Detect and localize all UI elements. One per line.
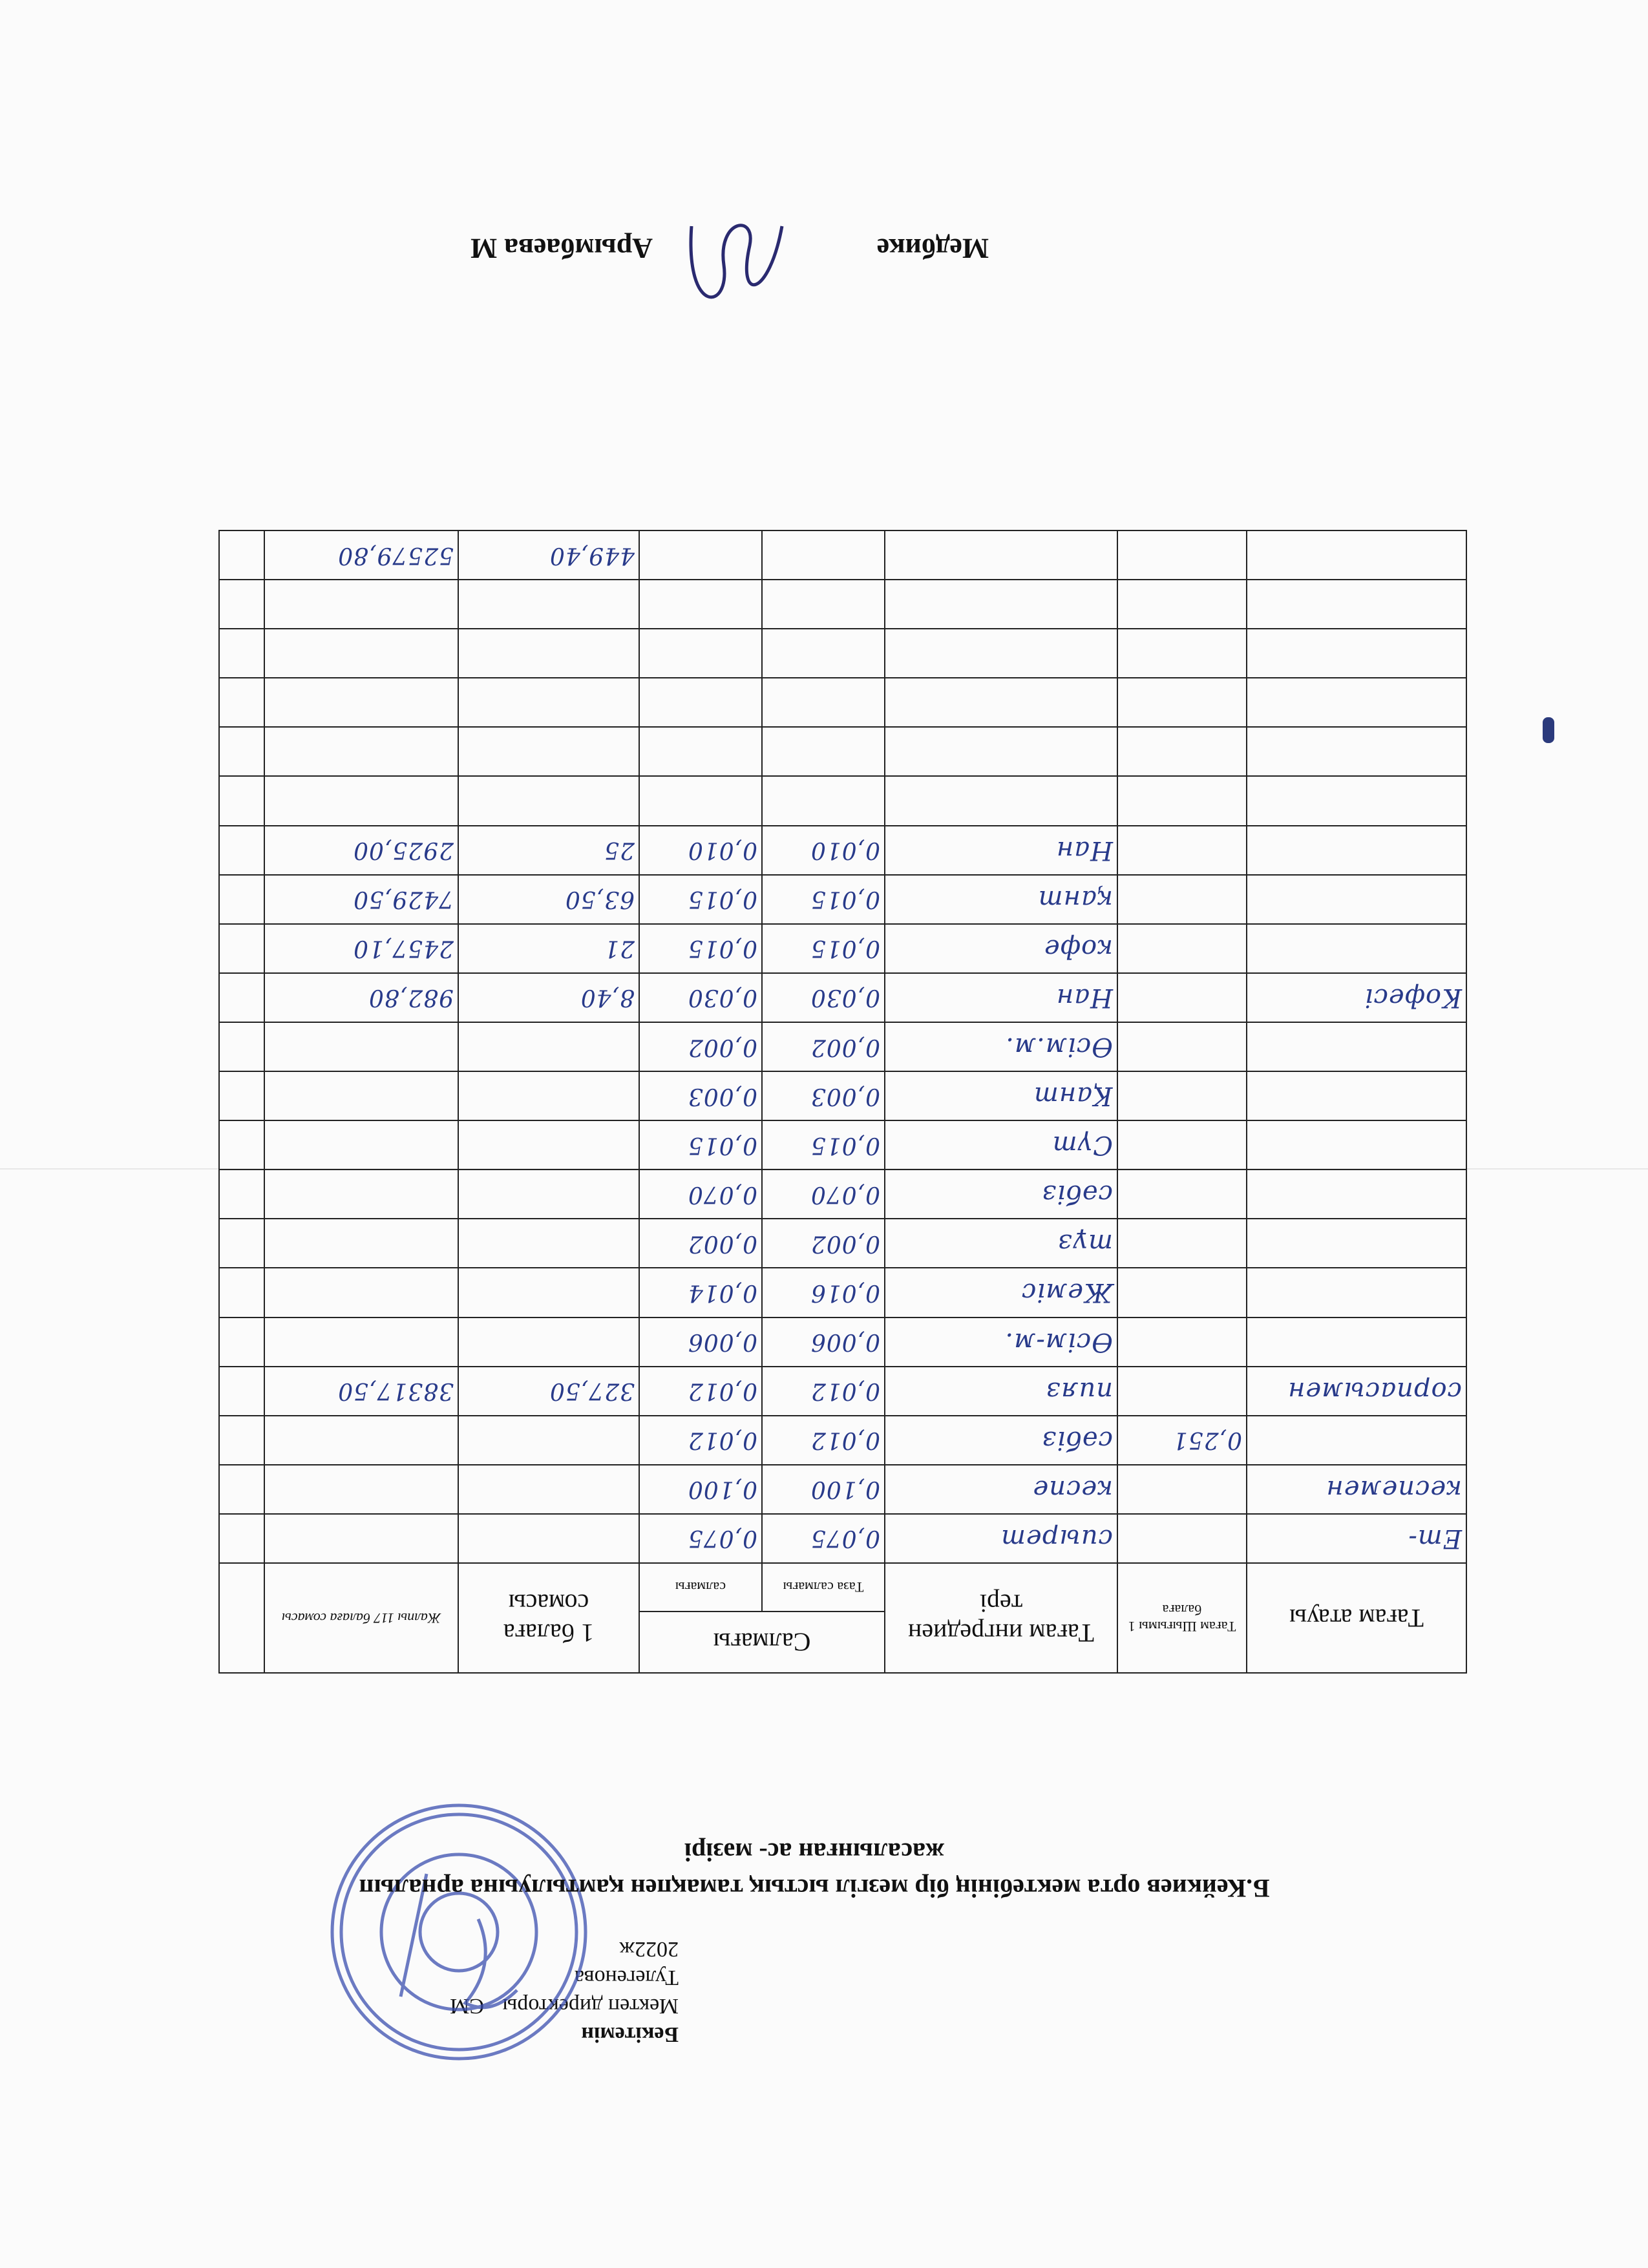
cell-dish bbox=[1247, 530, 1466, 580]
cell-ingredient: сиырет bbox=[885, 1514, 1117, 1563]
cell-gross: 0,010 bbox=[762, 826, 885, 875]
cell-total bbox=[264, 1318, 458, 1367]
cell-spare bbox=[219, 1318, 264, 1367]
cell-gross bbox=[762, 678, 885, 727]
cell-spare bbox=[219, 1170, 264, 1219]
cell-net: 0,002 bbox=[639, 1022, 762, 1071]
cell-total: 38317,50 bbox=[264, 1367, 458, 1416]
approval-date: 2022ж bbox=[619, 1937, 679, 1961]
header-total: Жалпы 117 балаға сомасы bbox=[264, 1563, 458, 1673]
header-price-one: 1 балаға сомасы bbox=[458, 1563, 639, 1673]
cell-gross: 0,015 bbox=[762, 924, 885, 973]
table-row bbox=[219, 1416, 1466, 1465]
document-title bbox=[174, 1834, 1454, 1906]
cell-price1: 327,50 bbox=[458, 1367, 639, 1416]
title-line-1: Б.Кейкиев орта мектебінің бір мезгіл ыстық тамақпен қамтылуына арналып bbox=[359, 1874, 1270, 1903]
cell-dish: Ет- bbox=[1247, 1514, 1466, 1563]
cell-net: 0,015 bbox=[639, 875, 762, 924]
cell-portion bbox=[1117, 1367, 1247, 1416]
cell-spare bbox=[219, 973, 264, 1022]
cell-dish: Кофесі bbox=[1247, 973, 1466, 1022]
cell-portion bbox=[1117, 924, 1247, 973]
header-portion: Тағам Шығымы 1 балаға bbox=[1117, 1563, 1247, 1673]
cell-net bbox=[639, 777, 762, 826]
cell-portion bbox=[1117, 580, 1247, 629]
cell-net: 0,006 bbox=[639, 1318, 762, 1367]
cell-total bbox=[264, 580, 458, 629]
cell-gross: 0,012 bbox=[762, 1367, 885, 1416]
cell-spare bbox=[219, 1367, 264, 1416]
cell-dish bbox=[1247, 1268, 1466, 1317]
header-ingredient: Тағам ингредиен тері bbox=[885, 1563, 1117, 1673]
cell-spare bbox=[219, 1514, 264, 1563]
table-row bbox=[219, 1367, 1466, 1416]
cell-total bbox=[264, 1268, 458, 1317]
cell-portion: 0,251 bbox=[1117, 1416, 1247, 1465]
cell-dish bbox=[1247, 1022, 1466, 1071]
cell-price1 bbox=[458, 629, 639, 678]
cell-net: 0,100 bbox=[639, 1465, 762, 1514]
table-row bbox=[219, 1170, 1466, 1219]
cell-price1 bbox=[458, 1170, 639, 1219]
cell-gross: 0,075 bbox=[762, 1514, 885, 1563]
cell-dish bbox=[1247, 924, 1466, 973]
cell-price1 bbox=[458, 727, 639, 776]
cell-dish bbox=[1247, 1170, 1466, 1219]
cell-price1: 63,50 bbox=[458, 875, 639, 924]
cell-ingredient: тұз bbox=[885, 1219, 1117, 1268]
table-row bbox=[219, 1219, 1466, 1268]
cell-spare bbox=[219, 530, 264, 580]
cell-net: 0,070 bbox=[639, 1170, 762, 1219]
cell-dish bbox=[1247, 826, 1466, 875]
cell-price1 bbox=[458, 1120, 639, 1170]
cell-price1: 21 bbox=[458, 924, 639, 973]
cell-spare bbox=[219, 777, 264, 826]
table-row bbox=[219, 1268, 1466, 1317]
table-row bbox=[219, 1318, 1466, 1367]
table-row bbox=[219, 1022, 1466, 1071]
cell-price1 bbox=[458, 1268, 639, 1317]
cell-dish bbox=[1247, 629, 1466, 678]
cell-net: 0,012 bbox=[639, 1367, 762, 1416]
table-row bbox=[219, 1514, 1466, 1563]
table-row bbox=[219, 777, 1466, 826]
cell-dish bbox=[1247, 1416, 1466, 1465]
cell-total bbox=[264, 1219, 458, 1268]
cell-total bbox=[264, 777, 458, 826]
cell-portion bbox=[1117, 1120, 1247, 1170]
cell-spare bbox=[219, 924, 264, 973]
cell-portion bbox=[1117, 1219, 1247, 1268]
cell-price1 bbox=[458, 1071, 639, 1120]
cell-dish bbox=[1247, 1219, 1466, 1268]
cell-net bbox=[639, 727, 762, 776]
cell-spare bbox=[219, 727, 264, 776]
cell-total: 7429,50 bbox=[264, 875, 458, 924]
cell-dish: сорпасымен bbox=[1247, 1367, 1466, 1416]
cell-gross bbox=[762, 530, 885, 580]
cell-total bbox=[264, 629, 458, 678]
cell-portion bbox=[1117, 777, 1247, 826]
cell-net: 0,075 bbox=[639, 1514, 762, 1563]
cell-portion bbox=[1117, 530, 1247, 580]
cell-dish bbox=[1247, 580, 1466, 629]
cell-ingredient: Нан bbox=[885, 826, 1117, 875]
footer-name: Арымбаева М bbox=[470, 233, 653, 264]
cell-ingredient: кофе bbox=[885, 924, 1117, 973]
cell-gross bbox=[762, 580, 885, 629]
table-row bbox=[219, 875, 1466, 924]
director-initials: СМ bbox=[450, 1994, 484, 2018]
cell-portion bbox=[1117, 875, 1247, 924]
table-row bbox=[219, 629, 1466, 678]
cell-net: 0,014 bbox=[639, 1268, 762, 1317]
cell-spare bbox=[219, 580, 264, 629]
cell-price1 bbox=[458, 1219, 639, 1268]
cell-portion bbox=[1117, 1170, 1247, 1219]
cell-price1 bbox=[458, 678, 639, 727]
cell-gross: 0,070 bbox=[762, 1170, 885, 1219]
cell-net: 0,015 bbox=[639, 924, 762, 973]
cell-total: 2457,10 bbox=[264, 924, 458, 973]
table-row bbox=[219, 973, 1466, 1022]
cell-gross: 0,002 bbox=[762, 1219, 885, 1268]
cell-spare bbox=[219, 1022, 264, 1071]
cell-gross: 0,003 bbox=[762, 1071, 885, 1120]
cell-total bbox=[264, 678, 458, 727]
cell-ingredient bbox=[885, 530, 1117, 580]
director-label: Мектеп директоры bbox=[502, 1994, 679, 2018]
cell-portion bbox=[1117, 1318, 1247, 1367]
cell-price1: 449,40 bbox=[458, 530, 639, 580]
cell-ingredient: Қант bbox=[885, 1071, 1117, 1120]
table-row bbox=[219, 530, 1466, 580]
cell-price1 bbox=[458, 1465, 639, 1514]
cell-net: 0,012 bbox=[639, 1416, 762, 1465]
cell-portion bbox=[1117, 727, 1247, 776]
cell-portion bbox=[1117, 1071, 1247, 1120]
cell-gross: 0,015 bbox=[762, 1120, 885, 1170]
cell-total: 2925,00 bbox=[264, 826, 458, 875]
cell-ingredient bbox=[885, 678, 1117, 727]
cell-net: 0,002 bbox=[639, 1219, 762, 1268]
cell-spare bbox=[219, 1416, 264, 1465]
cell-net: 0,003 bbox=[639, 1071, 762, 1120]
cell-dish bbox=[1247, 1120, 1466, 1170]
cell-ingredient: пияз bbox=[885, 1367, 1117, 1416]
cell-price1 bbox=[458, 1318, 639, 1367]
cell-total bbox=[264, 727, 458, 776]
header-gross: салмағы bbox=[639, 1563, 762, 1612]
table-row bbox=[219, 826, 1466, 875]
cell-total bbox=[264, 1120, 458, 1170]
cell-gross: 0,100 bbox=[762, 1465, 885, 1514]
cell-ingredient: Жеміс bbox=[885, 1268, 1117, 1317]
table-row bbox=[219, 1120, 1466, 1170]
director-name: Тулегенова bbox=[574, 1966, 679, 1990]
cell-spare bbox=[219, 678, 264, 727]
cell-gross bbox=[762, 629, 885, 678]
cell-net: 0,010 bbox=[639, 826, 762, 875]
cell-spare bbox=[219, 826, 264, 875]
cell-spare bbox=[219, 1120, 264, 1170]
cell-ingredient bbox=[885, 580, 1117, 629]
cell-gross: 0,006 bbox=[762, 1318, 885, 1367]
header-net: Таза салмағы bbox=[762, 1563, 885, 1612]
cell-price1 bbox=[458, 580, 639, 629]
table-row bbox=[219, 580, 1466, 629]
menu-table bbox=[220, 530, 1467, 1674]
table-row bbox=[219, 924, 1466, 973]
cell-total: 982,80 bbox=[264, 973, 458, 1022]
cell-net bbox=[639, 678, 762, 727]
cell-ingredient: Сүт bbox=[885, 1120, 1117, 1170]
cell-price1 bbox=[458, 777, 639, 826]
cell-total: 52579,80 bbox=[264, 530, 458, 580]
cell-dish bbox=[1247, 875, 1466, 924]
cell-ingredient: сәбіз bbox=[885, 1170, 1117, 1219]
cell-gross: 0,030 bbox=[762, 973, 885, 1022]
cell-dish bbox=[1247, 1071, 1466, 1120]
cell-ingredient bbox=[885, 777, 1117, 826]
cell-spare bbox=[219, 1219, 264, 1268]
cell-gross: 0,012 bbox=[762, 1416, 885, 1465]
cell-spare bbox=[219, 1268, 264, 1317]
cell-ingredient: Өсім.м. bbox=[885, 1022, 1117, 1071]
cell-dish: кеспемен bbox=[1247, 1465, 1466, 1514]
cell-spare bbox=[219, 875, 264, 924]
cell-spare bbox=[219, 1465, 264, 1514]
cell-net: 0,015 bbox=[639, 1120, 762, 1170]
cell-net bbox=[639, 580, 762, 629]
cell-price1: 8,40 bbox=[458, 973, 639, 1022]
cell-dish bbox=[1247, 727, 1466, 776]
cell-ingredient: сәбіз bbox=[885, 1416, 1117, 1465]
header-dish: Тағам атауы bbox=[1247, 1563, 1466, 1673]
cell-portion bbox=[1117, 1022, 1247, 1071]
title-line-2: жасалынған ас- мәзірі bbox=[684, 1838, 945, 1867]
cell-total bbox=[264, 1071, 458, 1120]
cell-ingredient: кеспе bbox=[885, 1465, 1117, 1514]
cell-net: 0,030 bbox=[639, 973, 762, 1022]
cell-dish bbox=[1247, 777, 1466, 826]
ink-blot bbox=[1543, 717, 1554, 743]
header-weight: Салмағы bbox=[639, 1612, 885, 1673]
cell-portion bbox=[1117, 678, 1247, 727]
cell-total bbox=[264, 1514, 458, 1563]
signature-icon bbox=[666, 200, 795, 323]
cell-spare bbox=[219, 1071, 264, 1120]
cell-total bbox=[264, 1022, 458, 1071]
cell-ingredient bbox=[885, 727, 1117, 776]
cell-portion bbox=[1117, 1465, 1247, 1514]
cell-portion bbox=[1117, 1514, 1247, 1563]
approval-heading: Бекітемін bbox=[581, 2022, 679, 2046]
cell-ingredient: Өсім-м. bbox=[885, 1318, 1117, 1367]
cell-gross bbox=[762, 727, 885, 776]
header-spare bbox=[219, 1563, 264, 1673]
cell-ingredient bbox=[885, 629, 1117, 678]
cell-gross: 0,002 bbox=[762, 1022, 885, 1071]
table-row bbox=[219, 727, 1466, 776]
cell-spare bbox=[219, 629, 264, 678]
cell-dish bbox=[1247, 678, 1466, 727]
footer-role: Медбике bbox=[876, 233, 989, 264]
cell-portion bbox=[1117, 973, 1247, 1022]
menu-rows bbox=[219, 530, 1466, 1563]
cell-portion bbox=[1117, 1268, 1247, 1317]
cell-ingredient: қант bbox=[885, 875, 1117, 924]
cell-price1: 25 bbox=[458, 826, 639, 875]
cell-net bbox=[639, 530, 762, 580]
table-row bbox=[219, 678, 1466, 727]
cell-net bbox=[639, 629, 762, 678]
cell-total bbox=[264, 1170, 458, 1219]
cell-price1 bbox=[458, 1514, 639, 1563]
table-row bbox=[219, 1071, 1466, 1120]
cell-total bbox=[264, 1465, 458, 1514]
cell-gross bbox=[762, 777, 885, 826]
cell-gross: 0,016 bbox=[762, 1268, 885, 1317]
cell-portion bbox=[1117, 826, 1247, 875]
cell-ingredient: Нан bbox=[885, 973, 1117, 1022]
table-row bbox=[219, 1465, 1466, 1514]
cell-total bbox=[264, 1416, 458, 1465]
cell-gross: 0,015 bbox=[762, 875, 885, 924]
cell-portion bbox=[1117, 629, 1247, 678]
cell-price1 bbox=[458, 1416, 639, 1465]
cell-dish bbox=[1247, 1318, 1466, 1367]
cell-price1 bbox=[458, 1022, 639, 1071]
